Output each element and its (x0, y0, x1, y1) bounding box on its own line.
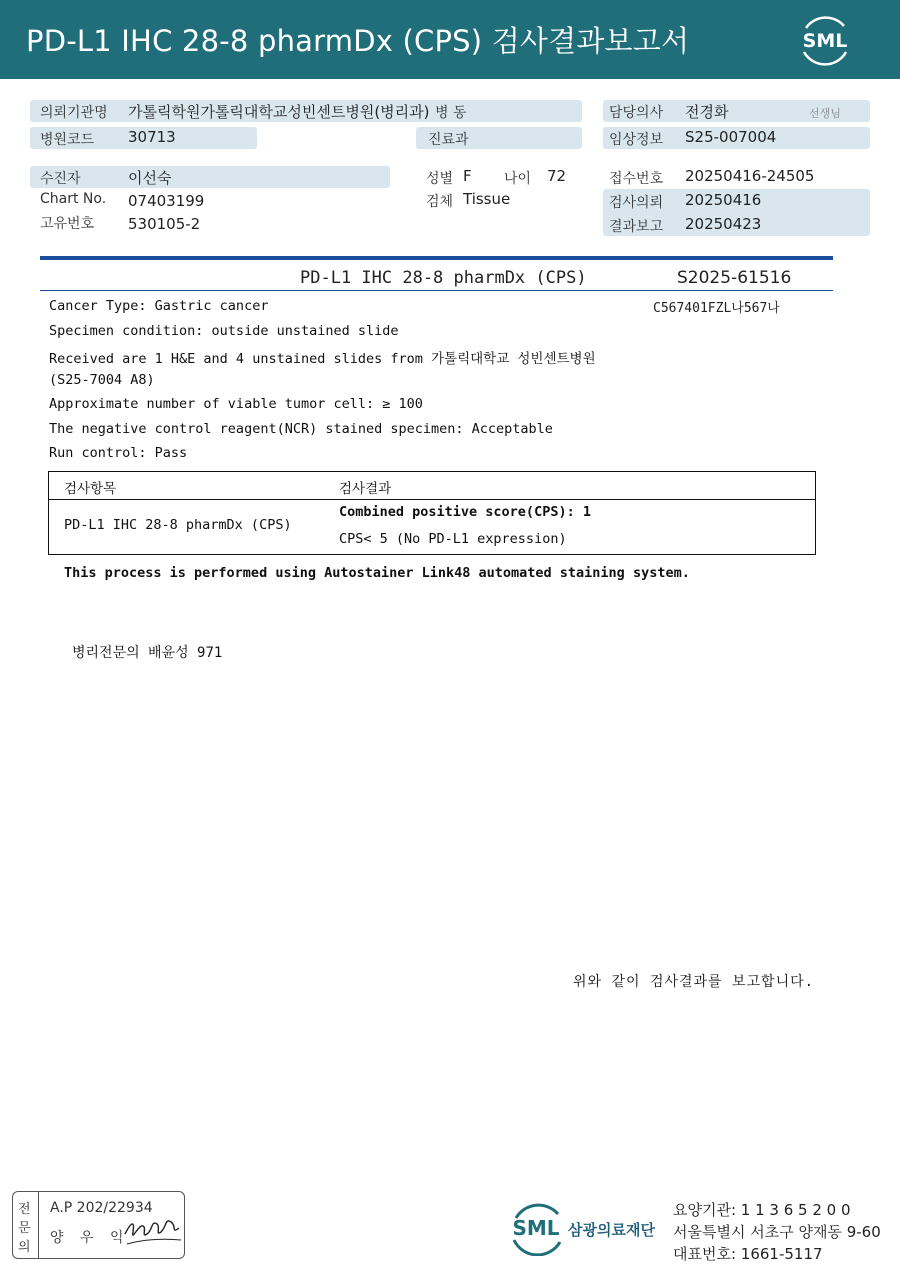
stamp-name: 양 우 익 (50, 1230, 130, 1246)
stamp-ap-number: A.P 202/22934 (50, 1200, 153, 1216)
table-cell-item: PD-L1 IHC 28-8 pharmDx (CPS) (64, 517, 292, 533)
table-cell-cps-interpretation: CPS< 5 (No PD-L1 expression) (339, 531, 567, 547)
pathologist: 병리전문의 배윤성 971 (72, 645, 223, 661)
request-date-value: 20250416 (685, 191, 762, 209)
chart-no-label: Chart No. (40, 191, 107, 207)
body-line-tumor-cell: Approximate number of viable tumor cell: ≥ 100 (49, 396, 423, 412)
unique-no-value: 530105-2 (128, 215, 201, 233)
doctor-value: 전경화 (685, 103, 729, 121)
body-line-cancer-type: Cancer Type: Gastric cancer (49, 298, 269, 314)
signature-icon (121, 1204, 185, 1252)
report-date-value: 20250423 (685, 215, 762, 233)
sml-logo-icon (796, 12, 854, 66)
patient-value: 이선숙 (128, 169, 172, 187)
specimen-code: C567401FZL나567나 (653, 301, 780, 316)
specimen-label: 검체 (426, 194, 454, 210)
doctor-label: 담당의사 (609, 105, 664, 121)
report-header (0, 0, 900, 79)
stamp-side-char: 전 (18, 1202, 31, 1217)
footer-phone: 대표번호: 1661-5117 (673, 1245, 823, 1263)
specialist-stamp (12, 1191, 185, 1259)
unique-no-label: 고유번호 (40, 216, 95, 232)
ward-label: 병 동 (435, 105, 467, 121)
stamp-side-label (13, 1192, 39, 1258)
age-label: 나이 (504, 171, 532, 187)
process-note: This process is performed using Autostainer Link48 automated staining system. (64, 565, 690, 581)
body-line-received: Received are 1 H&E and 4 unstained slides from 가톨릭대학교 성빈센트병원 (49, 351, 596, 367)
sex-label: 성별 (426, 171, 454, 187)
institution-value: 가톨릭학원가톨릭대학교성빈센트병원(병리과) (128, 103, 430, 121)
receipt-no-label: 접수번호 (609, 171, 664, 187)
hospital-code-label: 병원코드 (40, 132, 95, 148)
section-rule-thick (40, 256, 833, 260)
chart-no-value: 07403199 (128, 192, 205, 210)
test-title: PD-L1 IHC 28-8 pharmDx (CPS) (300, 268, 587, 288)
age-value: 72 (547, 167, 567, 185)
footer-institution-code: 요양기관: 1 1 3 6 5 2 0 0 (673, 1201, 851, 1219)
hospital-code-value: 30713 (128, 128, 176, 146)
footer-logo-text: SML (512, 1216, 560, 1240)
body-line-run-control: Run control: Pass (49, 445, 188, 461)
table-header-divider (49, 499, 815, 500)
stamp-side-char: 문 (18, 1221, 31, 1236)
result-table (48, 471, 816, 555)
institution-label: 의뢰기관명 (40, 105, 108, 121)
specimen-value: Tissue (463, 190, 511, 208)
closing-statement: 위와 같이 검사결과를 보고합니다. (573, 974, 815, 990)
patient-label: 수진자 (40, 171, 81, 187)
footer-org-name: 삼광의료재단 (568, 1221, 655, 1239)
report-date-label: 결과보고 (609, 219, 664, 235)
table-cell-cps-score: Combined positive score(CPS): 1 (339, 504, 591, 520)
report-title: PD-L1 IHC 28-8 pharmDx (CPS) 검사결과보고서 (26, 24, 690, 58)
request-date-label: 검사의뢰 (609, 195, 664, 211)
sex-value: F (463, 167, 472, 185)
doctor-suffix: 선생님 (809, 107, 841, 120)
section-rule-thin (40, 290, 833, 291)
test-number: S2025-61516 (677, 268, 792, 288)
patient-field-bg (30, 166, 390, 188)
clinical-info-label: 임상정보 (609, 132, 664, 148)
footer-address: 서울특별시 서초구 양재동 9-60 (673, 1223, 881, 1241)
table-header-result: 검사결과 (339, 481, 392, 497)
department-label: 진료과 (428, 132, 469, 148)
body-line-specimen-condition: Specimen condition: outside unstained slide (49, 323, 399, 339)
receipt-no-value: 20250416-24505 (685, 167, 815, 185)
footer-sml-logo-icon (508, 1200, 568, 1256)
clinical-info-value: S25-007004 (685, 128, 777, 146)
sml-logo-text: SML (802, 30, 848, 52)
body-line-slide-id: (S25-7004 A8) (49, 372, 155, 388)
stamp-side-char: 의 (18, 1240, 31, 1255)
body-line-ncr: The negative control reagent(NCR) stained specimen: Acceptable (49, 421, 553, 437)
table-header-item: 검사항목 (64, 481, 117, 497)
